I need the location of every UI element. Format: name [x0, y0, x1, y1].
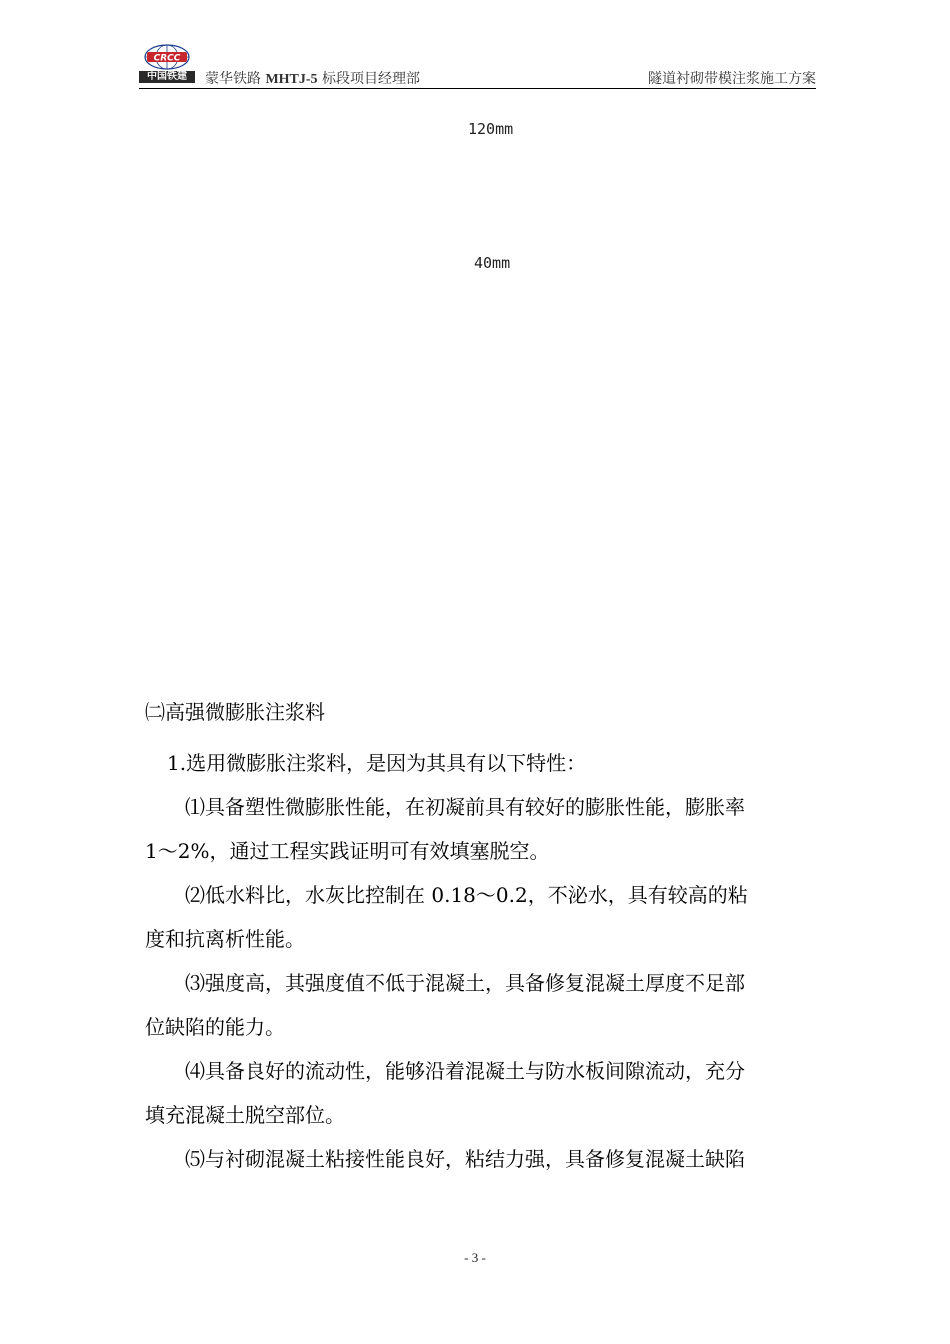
paragraph-line: 1～2%，通过工程实践证明可有效填塞脱空。 — [145, 839, 550, 863]
page-header — [139, 42, 816, 89]
section-intro: 1.选用微膨胀注浆料，是因为其具有以下特性： — [167, 751, 587, 775]
header-prefix: 蒙华铁路 — [205, 71, 261, 87]
paragraph-line: ⑶强度高，其强度值不低于混凝土，具备修复混凝土厚度不足部 — [185, 971, 745, 995]
header-section-code: MHTJ-5 — [265, 72, 318, 87]
paragraph-line: ⑸与衬砌混凝土粘接性能良好，粘结力强，具备修复混凝土缺陷 — [185, 1147, 745, 1171]
paragraph-line: ⑵低水料比，水灰比控制在 0.18～0.2，不泌水，具有较高的粘 — [185, 883, 748, 907]
header-document-title: 隧道衬砌带模注浆施工方案 — [648, 71, 816, 87]
property-list — [145, 785, 811, 1181]
crcc-logo-icon — [139, 42, 195, 72]
paragraph-line: 位缺陷的能力。 — [145, 1015, 285, 1039]
paragraph-line: 填充混凝土脱空部位。 — [145, 1103, 345, 1127]
header-project-name — [205, 70, 420, 89]
page-number: - 3 - — [464, 1250, 486, 1265]
section-heading: ㈡高强微膨胀注浆料 — [145, 700, 325, 724]
body-content — [145, 690, 811, 1181]
logo-text: 中国铁建 — [139, 71, 195, 83]
crcc-logo — [139, 42, 195, 86]
header-suffix: 标段项目经理部 — [322, 71, 421, 87]
svg-text:CRCC: CRCC — [153, 53, 181, 64]
paragraph-line: 度和抗离析性能。 — [145, 927, 305, 951]
paragraph-line: ⑴具备塑性微膨胀性能，在初凝前具有较好的膨胀性能，膨胀率 — [185, 795, 745, 819]
dimension-label-bottom: 40mm — [474, 254, 511, 272]
dimension-label-top: 120mm — [468, 120, 514, 138]
paragraph-line: ⑷具备良好的流动性，能够沿着混凝土与防水板间隙流动，充分 — [185, 1059, 745, 1083]
